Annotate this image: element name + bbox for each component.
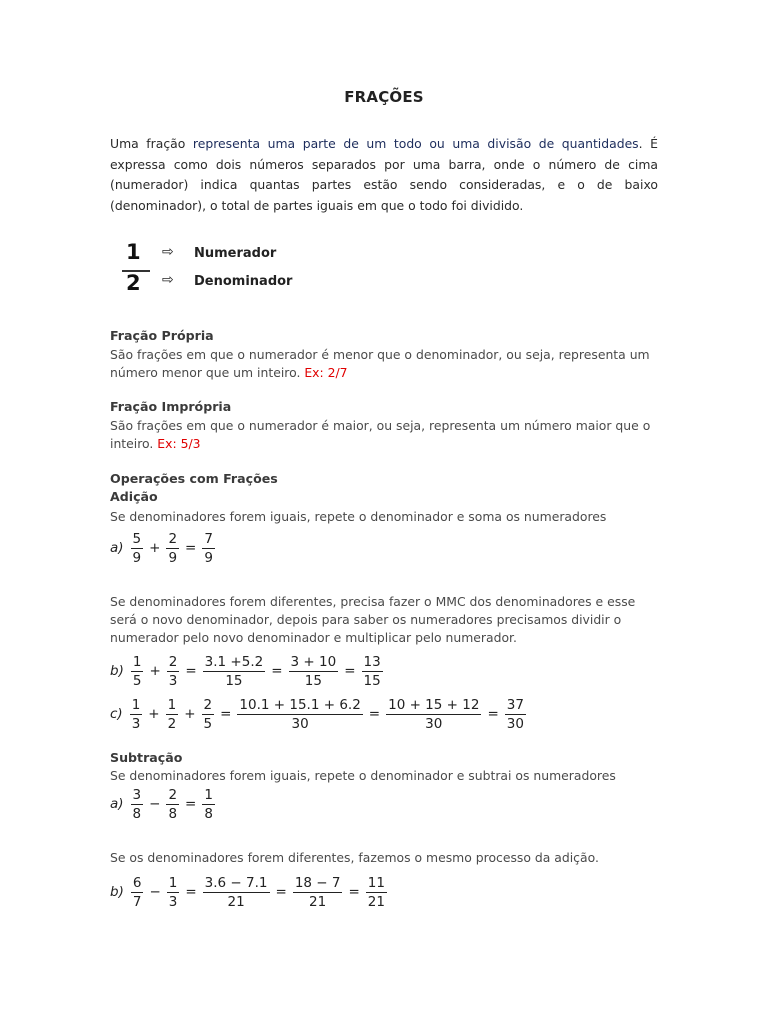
denominator: 8 bbox=[204, 805, 213, 822]
operator: − bbox=[149, 796, 161, 812]
fraction bbox=[293, 875, 343, 910]
denominator: 21 bbox=[367, 893, 385, 910]
denominator: 7 bbox=[132, 893, 142, 910]
fraction bbox=[130, 697, 143, 732]
fraction bbox=[366, 875, 387, 910]
impropria-example: Ex: 5/3 bbox=[157, 436, 201, 451]
numerator: 2 bbox=[168, 786, 178, 803]
numerator: 6 bbox=[132, 874, 142, 891]
fraction bbox=[202, 697, 215, 732]
impropria-text bbox=[110, 417, 660, 453]
fraction bbox=[167, 654, 180, 689]
numerator: 3.6 − 7.1 bbox=[204, 874, 268, 891]
operacoes-heading: Operações com Frações bbox=[110, 471, 278, 486]
fraction-bar bbox=[293, 892, 343, 893]
operator: + bbox=[184, 706, 196, 722]
numerator: 10 + 15 + 12 bbox=[388, 696, 480, 713]
fraction-bar bbox=[202, 804, 215, 805]
fraction-bar bbox=[131, 892, 144, 893]
fraction-diagram bbox=[118, 238, 318, 298]
numerator: 10.1 + 15.1 + 6.2 bbox=[239, 696, 361, 713]
fraction-bar bbox=[166, 714, 179, 715]
page-title: FRAÇÕES bbox=[344, 88, 424, 106]
denominator: 8 bbox=[168, 805, 178, 822]
impropria-heading: Fração Imprópria bbox=[110, 399, 232, 414]
fraction-bar bbox=[131, 548, 144, 549]
fraction bbox=[289, 654, 339, 689]
adicao-iguais-text: Se denominadores forem iguais, repete o denominador e soma os numeradores bbox=[110, 509, 607, 524]
numerator: 3.1 +5.2 bbox=[204, 653, 264, 670]
formula-adicao-a bbox=[110, 524, 216, 572]
fraction-bar bbox=[131, 671, 144, 672]
denominator: 3 bbox=[168, 893, 178, 910]
fraction bbox=[237, 697, 362, 732]
formula-label: a) bbox=[110, 540, 124, 556]
operator: − bbox=[149, 884, 161, 900]
fraction bbox=[203, 654, 266, 689]
propria-example: Ex: 2/7 bbox=[304, 365, 348, 380]
operator: = bbox=[271, 663, 283, 679]
propria-heading: Fração Própria bbox=[110, 328, 214, 343]
fraction-bar bbox=[166, 548, 179, 549]
adicao-heading: Adição bbox=[110, 489, 158, 504]
numerator: 1 bbox=[131, 696, 141, 713]
fraction bbox=[505, 697, 526, 732]
denominator: 5 bbox=[132, 672, 142, 689]
denominator: 9 bbox=[204, 549, 213, 566]
denominator: 5 bbox=[203, 715, 213, 732]
numerator: 18 − 7 bbox=[294, 874, 341, 891]
diagram-denominator: 2 bbox=[126, 271, 141, 295]
operator: = bbox=[348, 884, 360, 900]
numerator: 2 bbox=[168, 653, 178, 670]
fraction-bar bbox=[130, 714, 143, 715]
denominator: 30 bbox=[425, 715, 443, 732]
fraction bbox=[202, 531, 215, 566]
fraction bbox=[202, 787, 215, 822]
diagram-numerator: 1 bbox=[126, 240, 141, 264]
numerator: 2 bbox=[168, 530, 178, 547]
numerator: 2 bbox=[203, 696, 213, 713]
numerator: 37 bbox=[506, 696, 524, 713]
arrow-right-icon: ⇨ bbox=[162, 272, 174, 288]
numerator: 1 bbox=[132, 653, 142, 670]
formula-adicao-b bbox=[110, 647, 384, 695]
denominator: 3 bbox=[168, 672, 178, 689]
fraction-bar bbox=[166, 804, 179, 805]
fraction-bar bbox=[386, 714, 481, 715]
fraction-bar bbox=[362, 671, 383, 672]
fraction-bar bbox=[167, 892, 180, 893]
denominator: 3 bbox=[131, 715, 141, 732]
operator: = bbox=[487, 706, 499, 722]
fraction-bar bbox=[202, 714, 215, 715]
formula-subtracao-a bbox=[110, 780, 216, 828]
formula-label: c) bbox=[110, 706, 123, 722]
fraction bbox=[362, 654, 383, 689]
fraction-bar bbox=[203, 671, 266, 672]
denominator: 8 bbox=[132, 805, 142, 822]
operator: = bbox=[368, 706, 381, 722]
operator: = bbox=[185, 796, 197, 812]
propria-description: São frações em que o numerador é menor que o denominador, ou seja, representa um número menor que um inteiro. bbox=[110, 347, 650, 380]
fraction-bar bbox=[131, 804, 144, 805]
fraction-bar bbox=[167, 671, 180, 672]
denominator: 15 bbox=[225, 672, 243, 689]
operator: = bbox=[344, 663, 356, 679]
numerator: 1 bbox=[167, 696, 177, 713]
operator: + bbox=[149, 540, 161, 556]
fraction-bar bbox=[202, 548, 215, 549]
fraction-bar bbox=[505, 714, 526, 715]
formula-subtracao-b bbox=[110, 868, 388, 916]
numerator: 7 bbox=[204, 530, 213, 547]
fraction bbox=[131, 787, 144, 822]
denominator: 21 bbox=[309, 893, 327, 910]
fraction bbox=[131, 875, 144, 910]
numerator: 1 bbox=[204, 786, 213, 803]
formula-label: b) bbox=[110, 884, 124, 900]
operator: + bbox=[149, 663, 161, 679]
fraction bbox=[167, 875, 180, 910]
intro-text-end: . É expressa como dois números separados por uma barra, onde o número de cima (numerador) indica quantas partes estão sendo consideradas, e o de baixo (denominador), o total de partes iguais em que o todo foi dividido. bbox=[110, 136, 658, 213]
denominator: 2 bbox=[167, 715, 177, 732]
denominator: 9 bbox=[168, 549, 178, 566]
numerator: 3 bbox=[132, 786, 142, 803]
operator: = bbox=[185, 663, 197, 679]
intro-text-start: Uma fração bbox=[110, 136, 193, 151]
operator: = bbox=[275, 884, 287, 900]
fraction bbox=[131, 531, 144, 566]
denominator: 15 bbox=[304, 672, 322, 689]
operator: = bbox=[185, 884, 197, 900]
fraction-bar bbox=[203, 892, 270, 893]
adicao-diferentes-text: Se denominadores forem diferentes, precisa fazer o MMC dos denominadores e esse será o novo denominador, depois para saber os numeradores precisamos dividir o numerador pelo novo denominador e multiplicar pelo numerador. bbox=[110, 594, 636, 645]
fraction-bar bbox=[289, 671, 339, 672]
intro-paragraph bbox=[110, 134, 658, 216]
numerator: 5 bbox=[132, 530, 142, 547]
denominator: 21 bbox=[227, 893, 245, 910]
subtracao-diferentes-text: Se os denominadores forem diferentes, fazemos o mesmo processo da adição. bbox=[110, 850, 599, 865]
fraction-bar bbox=[366, 892, 387, 893]
fraction-bar bbox=[237, 714, 362, 715]
denominator: 15 bbox=[363, 672, 381, 689]
numerator: 3 + 10 bbox=[290, 653, 337, 670]
denominator: 30 bbox=[291, 715, 309, 732]
fraction bbox=[386, 697, 481, 732]
numerator-label: Numerador bbox=[194, 246, 277, 261]
denominator: 30 bbox=[506, 715, 524, 732]
formula-label: b) bbox=[110, 663, 124, 679]
fraction bbox=[203, 875, 270, 910]
fraction bbox=[166, 787, 179, 822]
formula-label: a) bbox=[110, 796, 124, 812]
formula-adicao-c bbox=[110, 690, 527, 738]
fraction bbox=[166, 531, 179, 566]
numerator: 11 bbox=[367, 874, 385, 891]
denominator-label: Denominador bbox=[194, 274, 293, 289]
denominator: 9 bbox=[132, 549, 142, 566]
subtracao-heading: Subtração bbox=[110, 750, 183, 765]
propria-text bbox=[110, 346, 660, 382]
fraction bbox=[166, 697, 179, 732]
operator: = bbox=[220, 706, 232, 722]
numerator: 13 bbox=[363, 653, 381, 670]
fraction bbox=[131, 654, 144, 689]
numerator: 1 bbox=[168, 874, 178, 891]
intro-highlight: representa uma parte de um todo ou uma divisão de quantidades bbox=[192, 136, 639, 151]
operator: = bbox=[185, 540, 197, 556]
operator: + bbox=[148, 706, 160, 722]
arrow-right-icon: ⇨ bbox=[162, 244, 174, 260]
impropria-description: São frações em que o numerador é maior, ou seja, representa um número maior que o inteiro. bbox=[110, 418, 651, 451]
subtracao-iguais-text: Se denominadores forem iguais, repete o denominador e subtrai os numeradores bbox=[110, 768, 616, 783]
